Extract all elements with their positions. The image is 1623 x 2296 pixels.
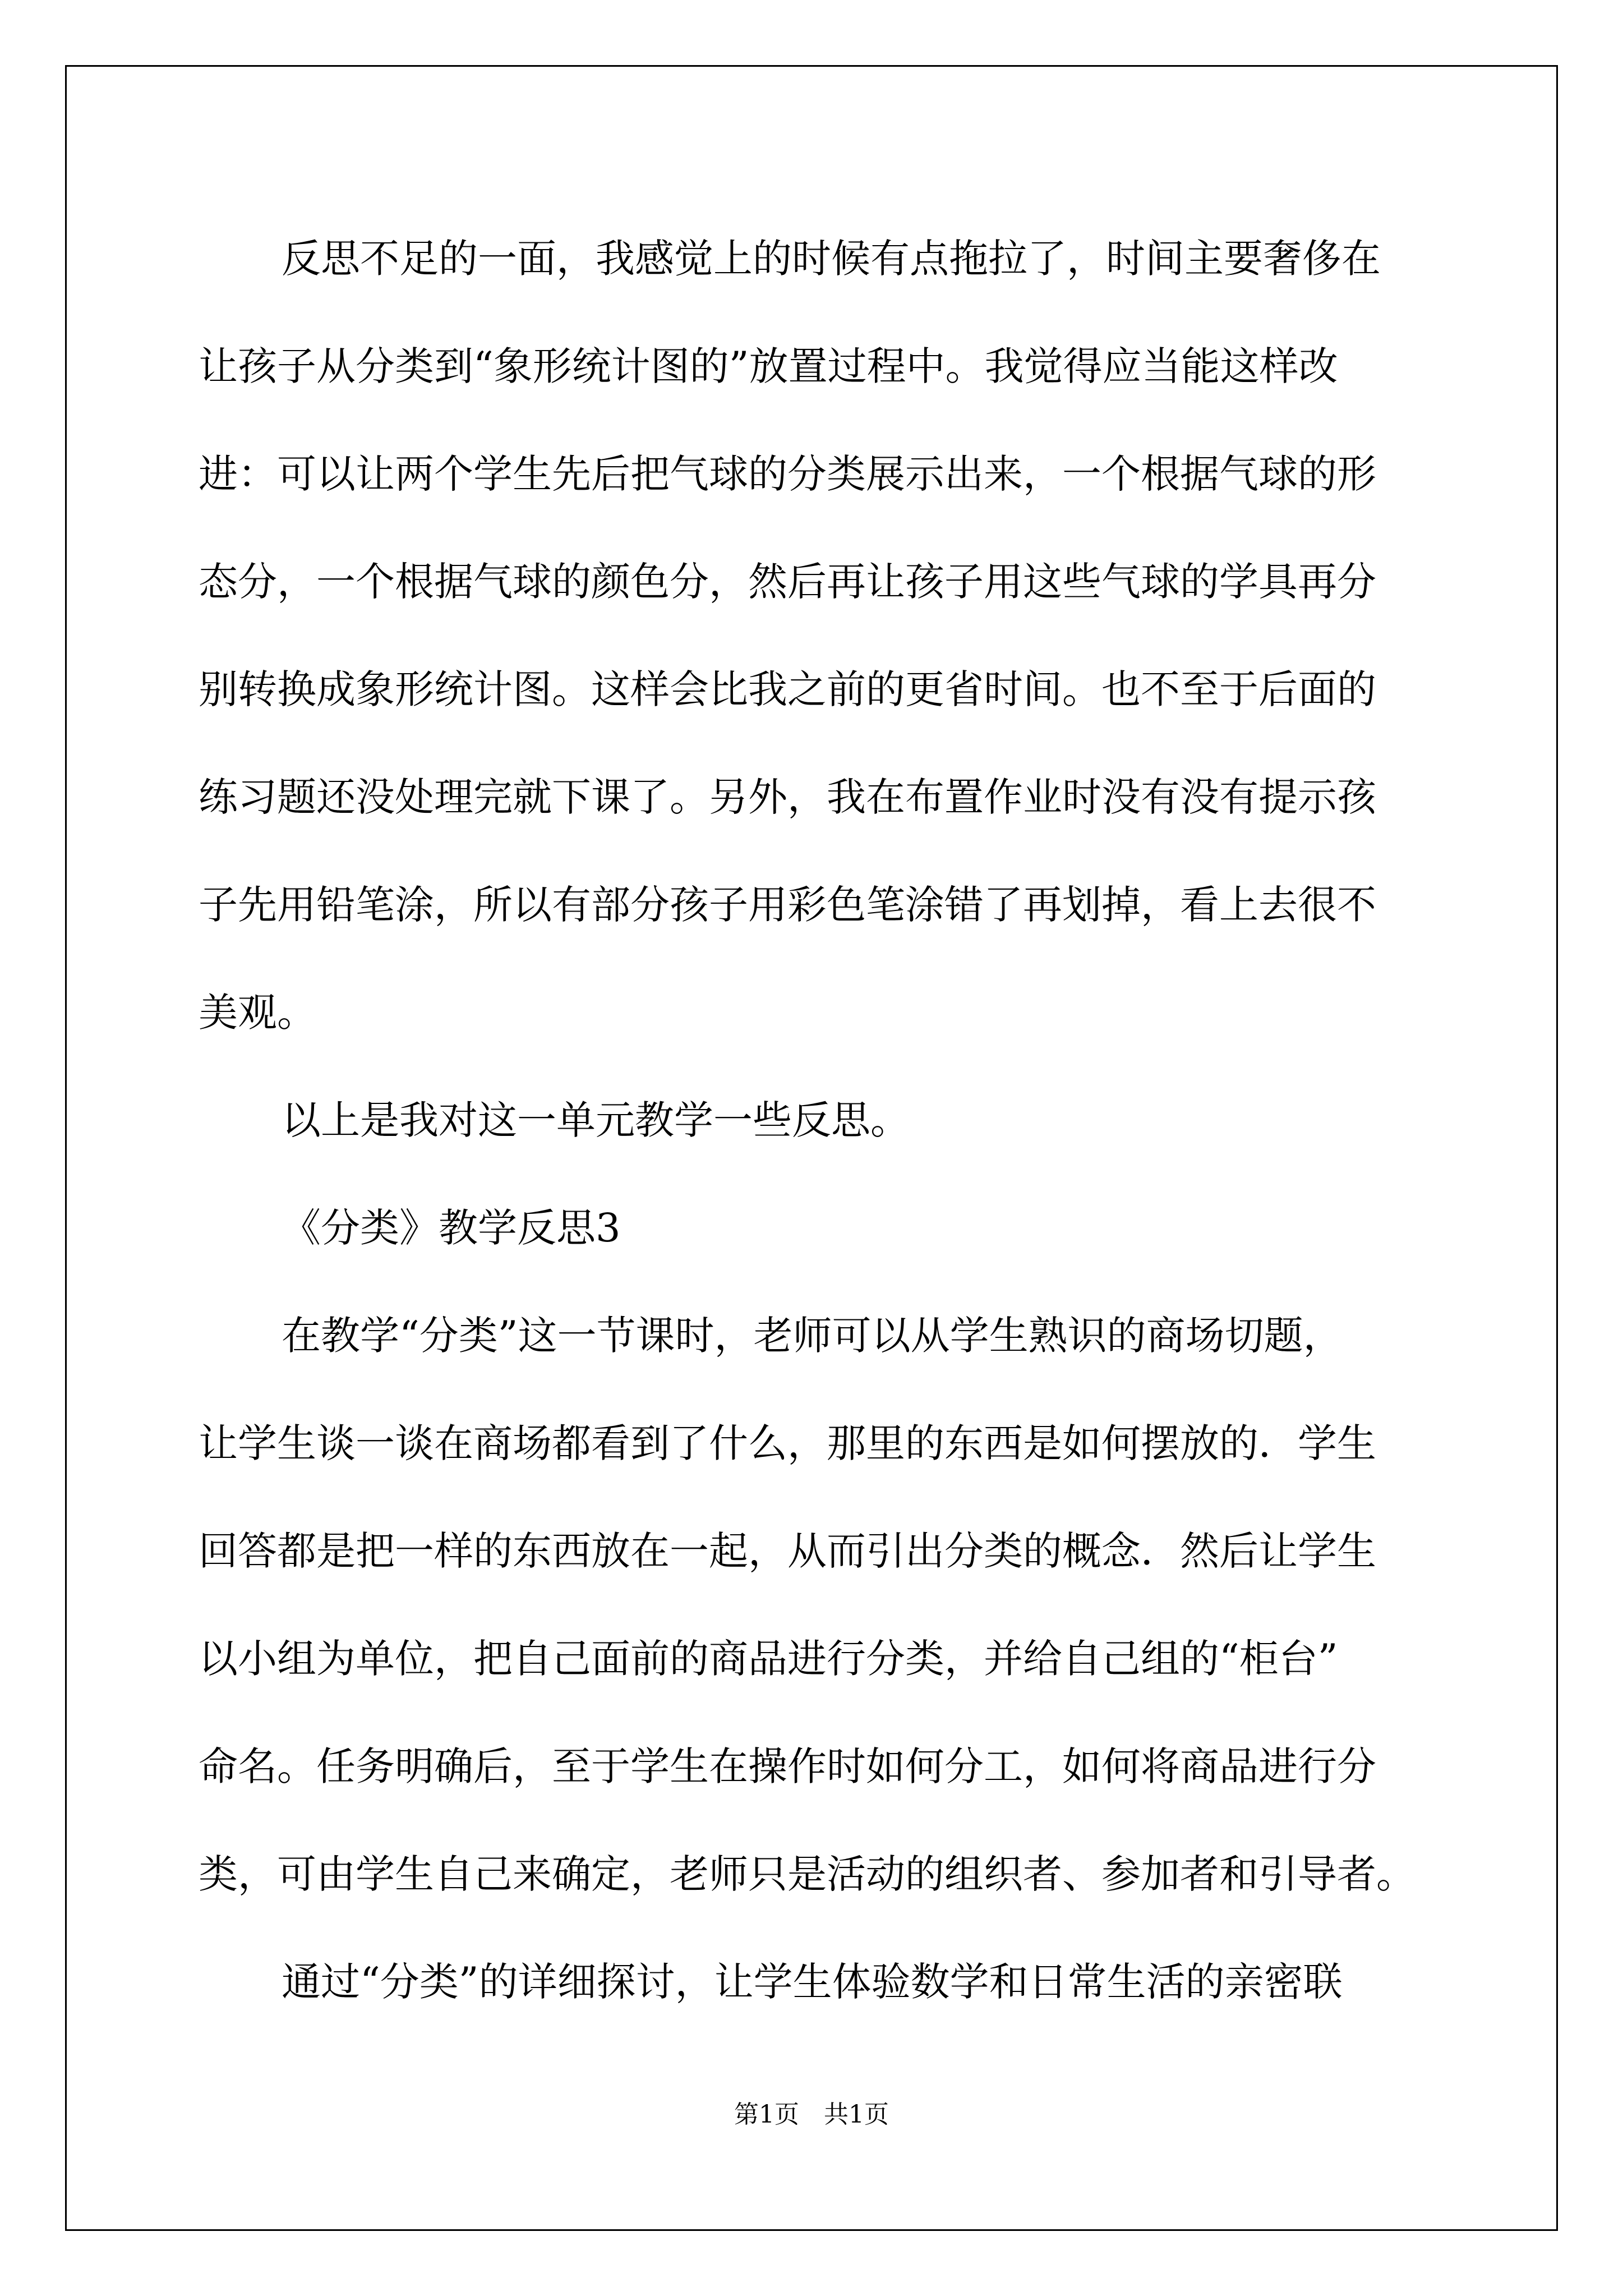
paragraph-line: 练习题还没处理完就下课了。另外，我在布置作业时没有没有提示孩	[199, 774, 1376, 820]
paragraph-line: 美观。	[199, 990, 316, 1036]
section-title: 《分类》教学反思3	[282, 1205, 621, 1251]
paragraph-line: 让孩子从分类到“象形统计图的”放置过程中。我觉得应当能这样改	[199, 343, 1338, 389]
paragraph-line: 通过“分类”的详细探讨，让学生体验数学和日常生活的亲密联	[282, 1959, 1343, 2005]
paragraph-line: 在教学“分类”这一节课时，老师可以从学生熟识的商场切题，	[282, 1313, 1343, 1359]
paragraph-line: 态分，一个根据气球的颜色分，然后再让孩子用这些气球的学具再分	[199, 559, 1376, 605]
paragraph-line: 子先用铅笔涂，所以有部分孩子用彩色笔涂错了再划掉，看上去很不	[199, 882, 1376, 928]
paragraph-line: 进：可以让两个学生先后把气球的分类展示出来，一个根据气球的形	[199, 451, 1376, 497]
paragraph-line: 反思不足的一面，我感觉上的时候有点拖拉了，时间主要奢侈在	[282, 236, 1381, 282]
document-body	[199, 205, 1452, 2036]
paragraph-line: 以上是我对这一单元教学一些反思。	[282, 1097, 910, 1143]
paragraph-line: 别转换成象形统计图。这样会比我之前的更省时间。也不至于后面的	[199, 666, 1376, 712]
paragraph-line: 回答都是把一样的东西放在一起，从而引出分类的概念．然后让学生	[199, 1528, 1376, 1574]
paragraph-line: 以小组为单位，把自己面前的商品进行分类，并给自己组的“柜台”	[199, 1636, 1338, 1682]
page-footer: 第1页 共1页	[734, 2100, 889, 2129]
paragraph-line: 类，可由学生自己来确定，老师只是活动的组织者、参加者和引导者。	[199, 1851, 1415, 1897]
paragraph-line: 让学生谈一谈在商场都看到了什么，那里的东西是如何摆放的．学生	[199, 1420, 1376, 1466]
paragraph-line: 命名。任务明确后，至于学生在操作时如何分工，如何将商品进行分	[199, 1743, 1376, 1789]
